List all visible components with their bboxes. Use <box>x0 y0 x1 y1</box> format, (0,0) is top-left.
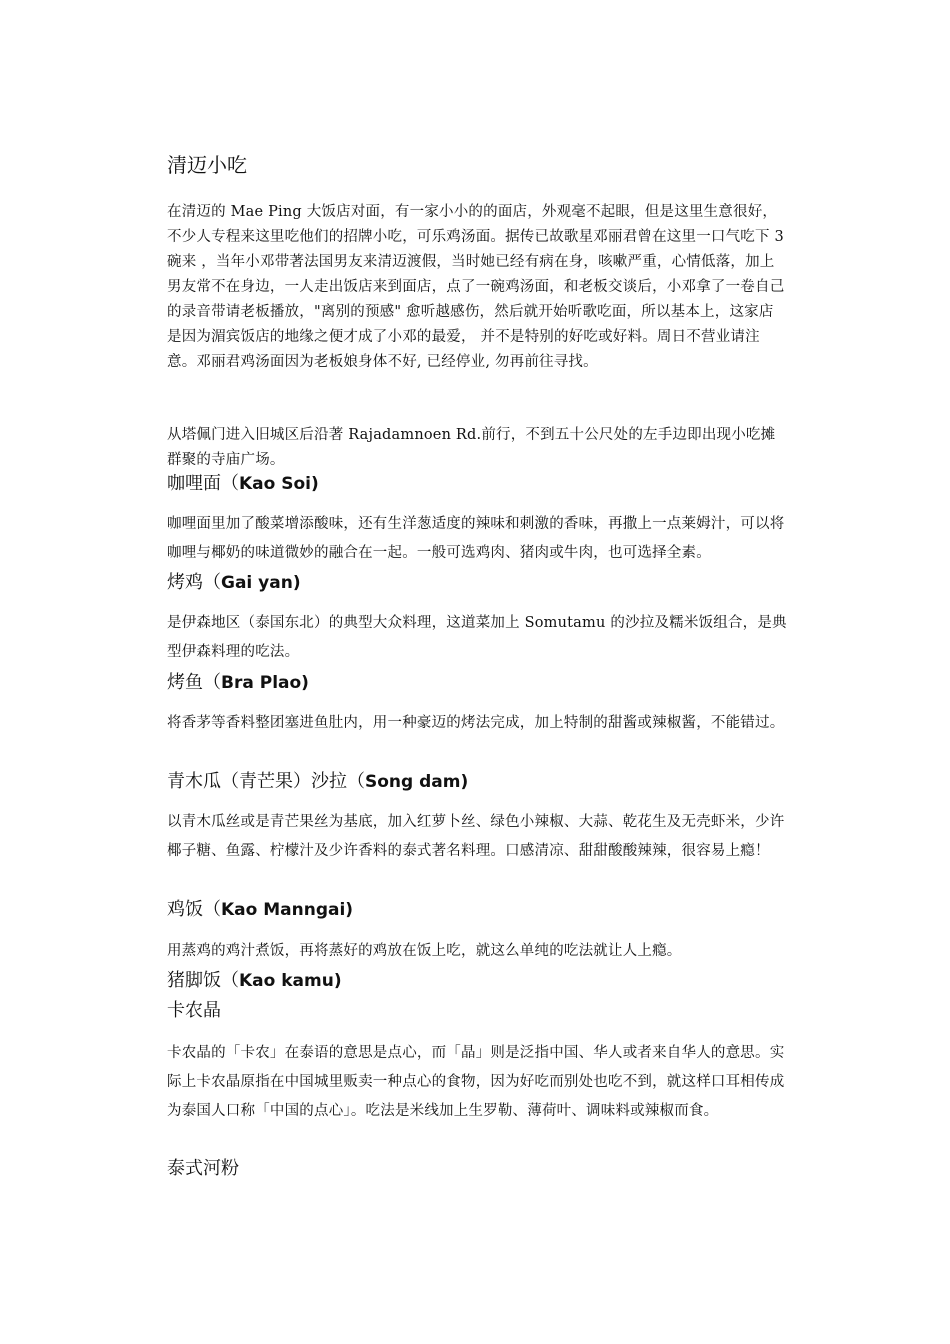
page-title: 清迈小吃 <box>167 153 247 177</box>
section-heading-kao-soi: 咖哩面（Kao Soi) <box>167 473 319 494</box>
section-body-kao-soi: 咖哩面里加了酸菜增添酸味，还有生洋葱适度的辣味和刺激的香味，再撒上一点莱姆汁，可以将咖哩与椰奶的味道微妙的融合在一起。一般可选鸡肉、猪肉或牛肉，也可选择全素。 <box>167 516 785 561</box>
section-heading-kao-manngai: 鸡饭（Kao Manngai) <box>167 899 354 920</box>
section-body-bra-plao: 将香茅等香料整团塞进鱼肚内，用一种豪迈的烤法完成，加上特制的甜酱或辣椒酱，不能错过。 <box>167 715 785 731</box>
section-heading-kanom-jeen: 卡农晶 <box>167 1000 221 1021</box>
section-heading-kao-kamu: 猪脚饭（Kao kamu) <box>167 970 342 991</box>
intro-paragraph-2: 从塔佩门进入旧城区后沿著 Rajadamnoen Rd.前行，不到五十公尺处的左手边即出现小吃摊群聚的寺庙广场。 <box>167 427 776 468</box>
section-body-song-dam: 以青木瓜丝或是青芒果丝为基底，加入红萝卜丝、绿色小辣椒、大蒜、乾花生及无壳虾米，少许椰子糖、鱼露、柠檬汁及少许香料的泰式著名料理。口感清凉、甜甜酸酸辣辣，很容易上瘾！ <box>167 814 785 859</box>
intro-paragraph-1: 在清迈的 Mae Ping 大饭店对面，有一家小小的的面店，外观毫不起眼，但是这里生意很好， 不少人专程来这里吃他们的招牌小吃，可乐鸡汤面。据传已故歌星邓丽君曾在这里一口气吃下 3 碗来 ，当年小邓带著法国男友来清迈渡假，当时她已经有病在身，咳嗽严重，心情低落，加上男友常不在身边，一人走出饭店来到面店，点了一碗鸡汤面，和老板交谈后，小邓拿了一卷自己的录音带请老板播放，"离别的预感" 愈听越感伤，然后就开始听歌吃面，所以基本上，这家店是因为湄宾饭店的地缘之便才成了小邓的最爱， 并不是特别的好吃或好料。周日不营业请注意。邓丽君鸡汤面因为老板娘身体不好, 已经停业, 勿再前往寻找。 <box>167 204 785 370</box>
section-body-kao-manngai: 用蒸鸡的鸡汁煮饭，再将蒸好的鸡放在饭上吃，就这么单纯的吃法就让人上瘾。 <box>167 943 682 959</box>
section-body-gai-yan: 是伊森地区（泰国东北）的典型大众料理，这道菜加上 Somutamu 的沙拉及糯米饭组合，是典型伊森料理的吃法。 <box>167 615 787 660</box>
section-heading-thai-rice-noodle: 泰式河粉 <box>167 1158 239 1179</box>
section-heading-gai-yan: 烤鸡（Gai yan) <box>167 572 301 593</box>
section-heading-bra-plao: 烤鱼（Bra Plao) <box>167 672 309 693</box>
section-body-kanom-jeen: 卡农晶的「卡农」在泰语的意思是点心，而「晶」则是泛指中国、华人或者来自华人的意思。实际上卡农晶原指在中国城里贩卖一种点心的食物，因为好吃而别处也吃不到，就这样口耳相传成为泰国人口称「中国的点心」。吃法是米线加上生罗勒、薄荷叶、调味料或辣椒而食。 <box>167 1045 785 1119</box>
section-heading-song-dam: 青木瓜（青芒果）沙拉（Song dam) <box>167 771 469 792</box>
